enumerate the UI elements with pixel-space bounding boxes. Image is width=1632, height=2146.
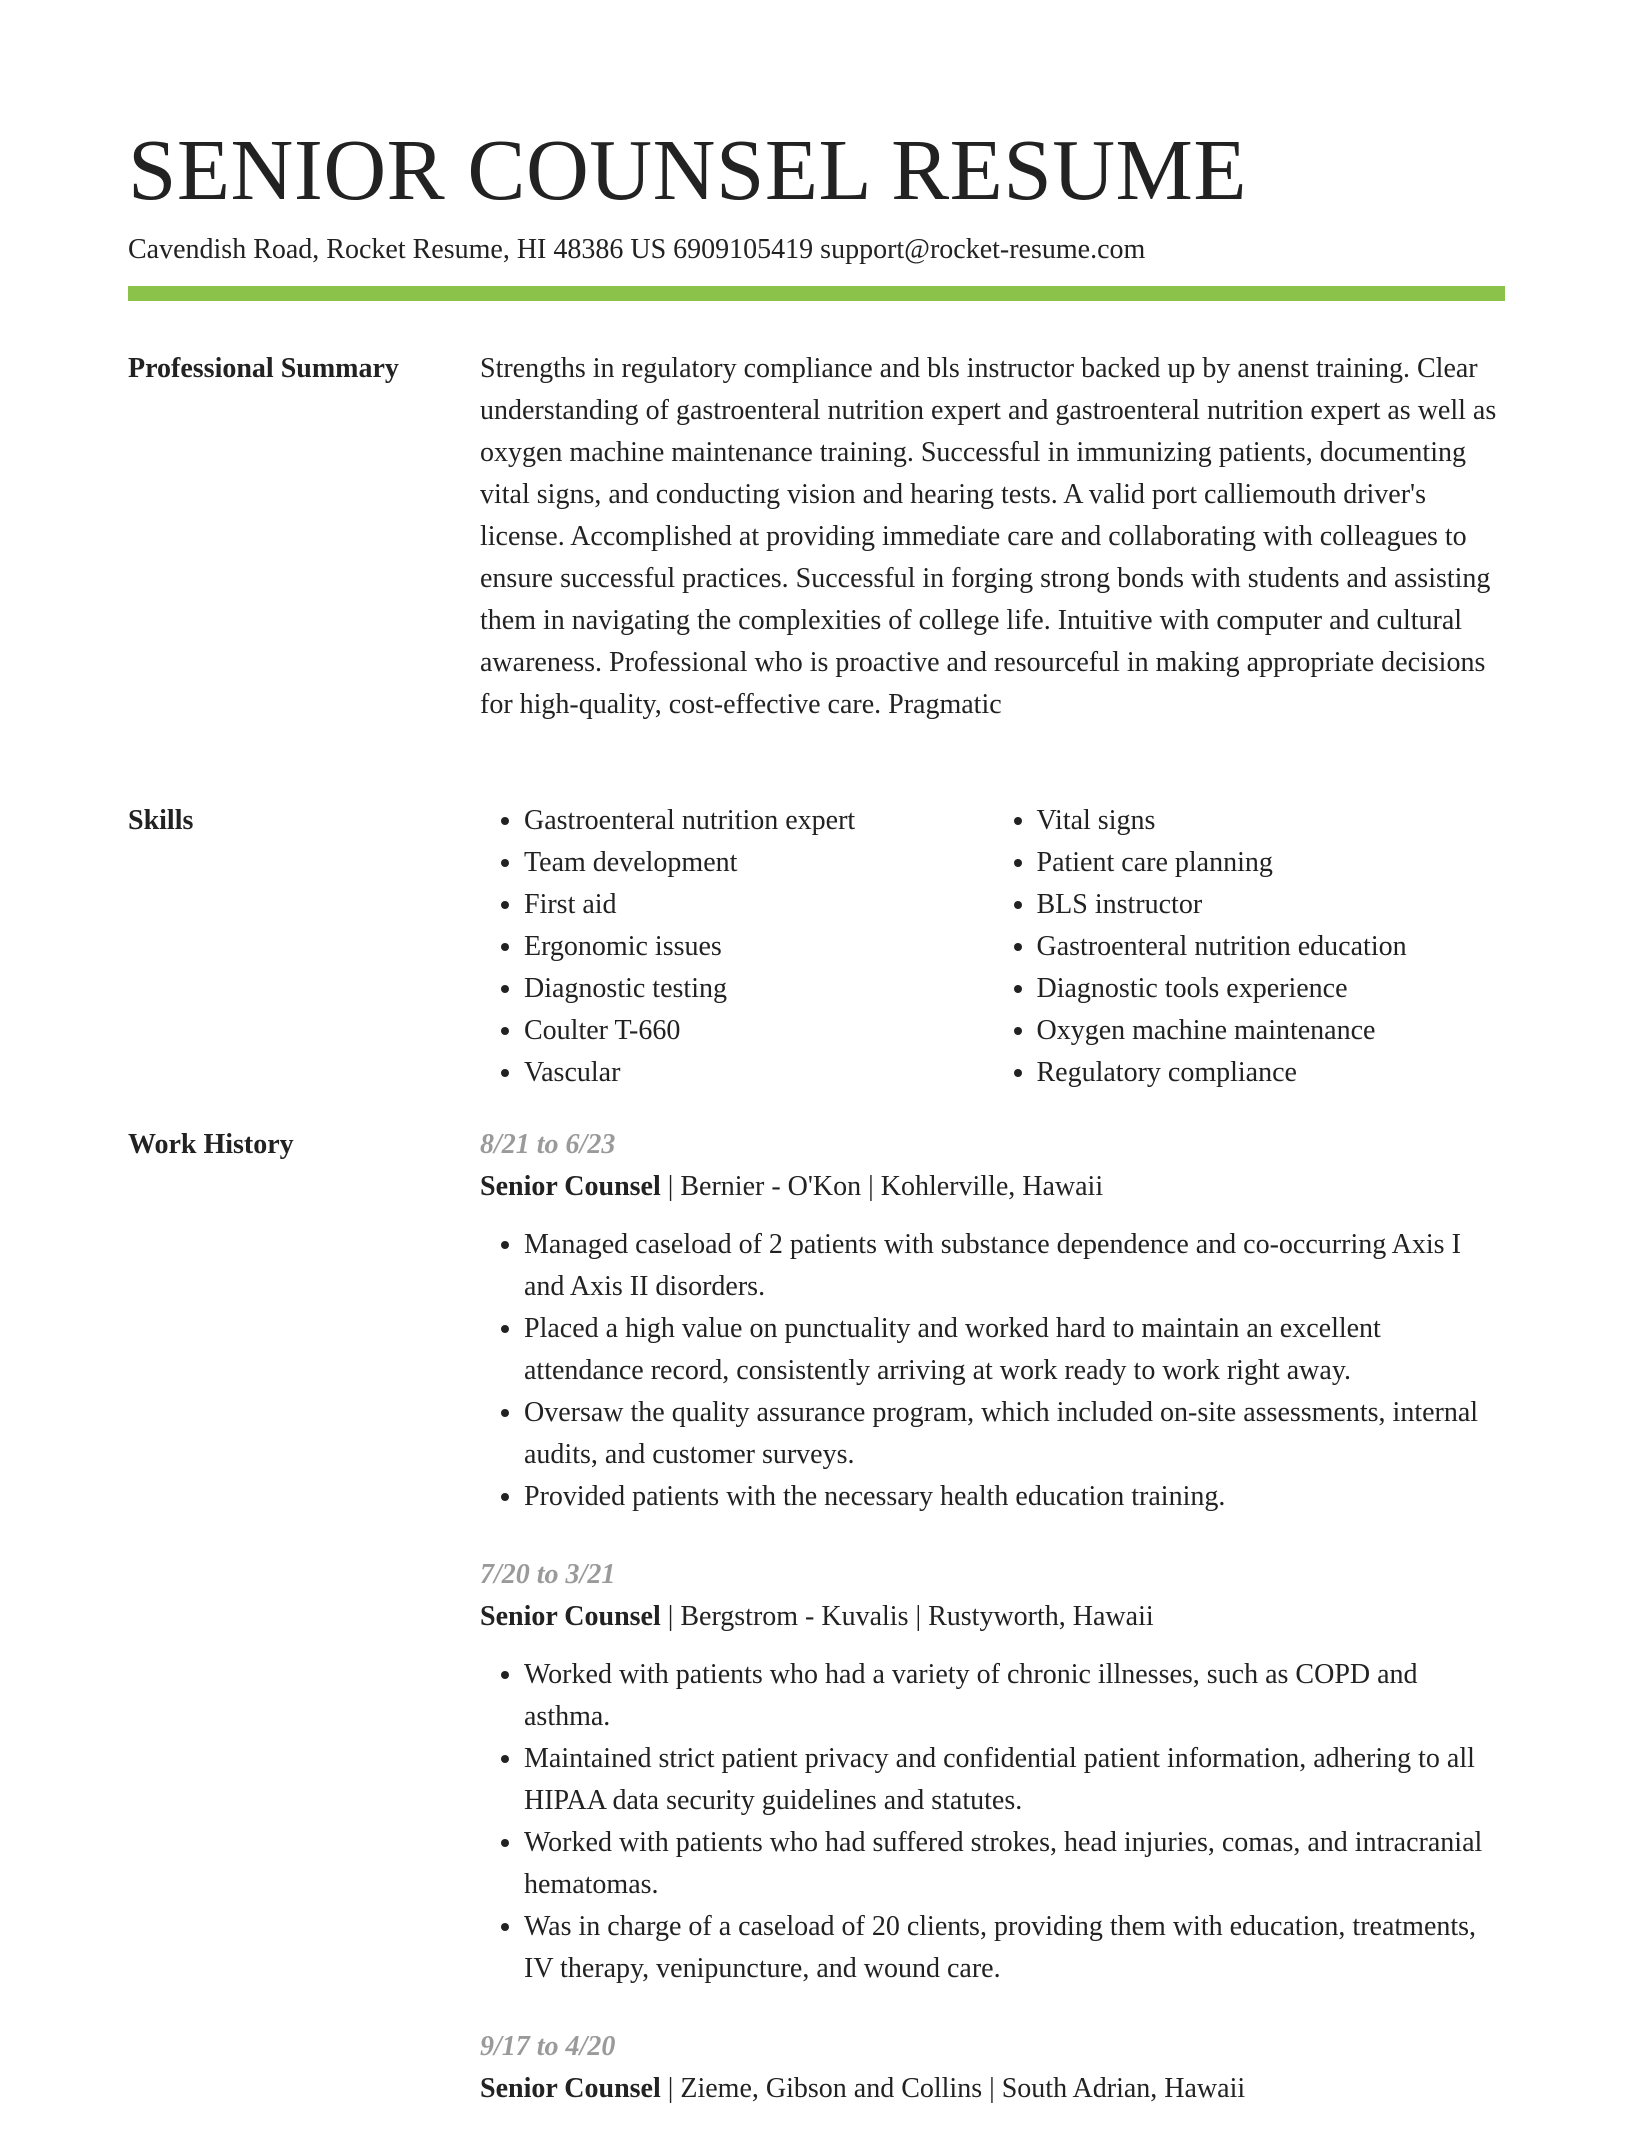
job-bullet: • Managed caseload of 2 patients with substance dependence and co-occurring Axis I and Axis II disorders. (524, 1224, 1505, 1308)
job-title: Senior Counsel (480, 2073, 661, 2104)
job-title-line (480, 1596, 1505, 1638)
work-body (480, 1124, 1505, 2146)
header-divider (128, 286, 1505, 301)
skill-item: • Ergonomic issues (524, 926, 993, 968)
job-details: | Zieme, Gibson and Collins | South Adrian, Hawaii (660, 2073, 1246, 2104)
skill-item: • Diagnostic testing (524, 968, 993, 1010)
job-bullet-list (480, 1654, 1505, 1990)
work-label: Work History (128, 1129, 294, 1160)
skill-item: • Vital signs (1037, 800, 1506, 842)
job-title: Senior Counsel (480, 1601, 661, 1632)
summary-label: Professional Summary (128, 353, 399, 384)
job-bullet-list (480, 1224, 1505, 1518)
skill-item: • Coulter T-660 (524, 1010, 993, 1052)
job-bullet: • Oversaw the quality assurance program, which included on-site assessments, internal audits, and customer surveys. (524, 1392, 1505, 1476)
contact-info: Cavendish Road, Rocket Resume, HI 48386 US 6909105419 support@rocket-resume.com (128, 234, 1146, 265)
job-title: Senior Counsel (480, 1171, 661, 1202)
job-dates: 7/20 to 3/21 (480, 1559, 616, 1590)
skill-item: • Team development (524, 842, 993, 884)
skill-item: • Regulatory compliance (1037, 1052, 1506, 1094)
job-details: | Bernier - O'Kon | Kohlerville, Hawaii (660, 1171, 1104, 1202)
job-dates: 8/21 to 6/23 (480, 1129, 616, 1160)
skill-item: • Gastroenteral nutrition education (1037, 926, 1506, 968)
job-bullet: • Worked with patients who had a variety of chronic illnesses, such as COPD and asthma. (524, 1654, 1505, 1738)
skills-label: Skills (128, 805, 194, 836)
summary-body (480, 348, 1505, 726)
skill-item: • BLS instructor (1037, 884, 1506, 926)
skill-item: • Oxygen machine maintenance (1037, 1010, 1506, 1052)
skills-body (480, 800, 1505, 1094)
skill-item: • First aid (524, 884, 993, 926)
skill-item: • Patient care planning (1037, 842, 1506, 884)
summary-text: Strengths in regulatory compliance and bls instructor backed up by anenst training. Clear understanding of gastroenteral nutrition expert and gastroenteral nutrition expert as well as oxygen machine maintenance training. Successful in immunizing patients, documenting vital signs, and conducting vision and hearing tests. A valid port calliemouth driver's license. Accomplished at providing immediate care and collaborating with colleagues to ensure successful practices. Successful in forging strong bonds with students and assisting them in navigating the complexities of college life. Intuitive with computer and cultural awareness. Professional who is proactive and resourceful in making appropriate decisions for high-quality, cost-effective care. Pragmatic (480, 353, 1497, 720)
job-entry (480, 2026, 1505, 2110)
job-bullet: • Was in charge of a caseload of 20 clients, providing them with education, treatments, IV therapy, venipuncture, and wound care. (524, 1906, 1505, 1990)
job-bullet: • Placed a high value on punctuality and worked hard to maintain an excellent attendance record, consistently arriving at work ready to work right away. (524, 1308, 1505, 1392)
skills-list-left (480, 800, 993, 1094)
job-bullet: • Maintained strict patient privacy and confidential patient information, adhering to all HIPAA data security guidelines and statutes. (524, 1738, 1505, 1822)
job-entry (480, 1124, 1505, 1518)
job-bullet: • Provided patients with the necessary health education training. (524, 1476, 1505, 1518)
skills-columns (480, 800, 1505, 1094)
job-bullet: • Worked with patients who had suffered strokes, head injuries, comas, and intracranial hematomas. (524, 1822, 1505, 1906)
job-dates: 9/17 to 4/20 (480, 2031, 616, 2062)
resume-title: SENIOR COUNSEL RESUME (128, 121, 1248, 218)
skill-item: • Gastroenteral nutrition expert (524, 800, 993, 842)
job-title-line (480, 1166, 1505, 1208)
job-title-line (480, 2068, 1505, 2110)
skill-item: • Vascular (524, 1052, 993, 1094)
job-details: | Bergstrom - Kuvalis | Rustyworth, Hawaii (660, 1601, 1154, 1632)
skills-list-right (993, 800, 1506, 1094)
job-entry (480, 1554, 1505, 1990)
skill-item: • Diagnostic tools experience (1037, 968, 1506, 1010)
